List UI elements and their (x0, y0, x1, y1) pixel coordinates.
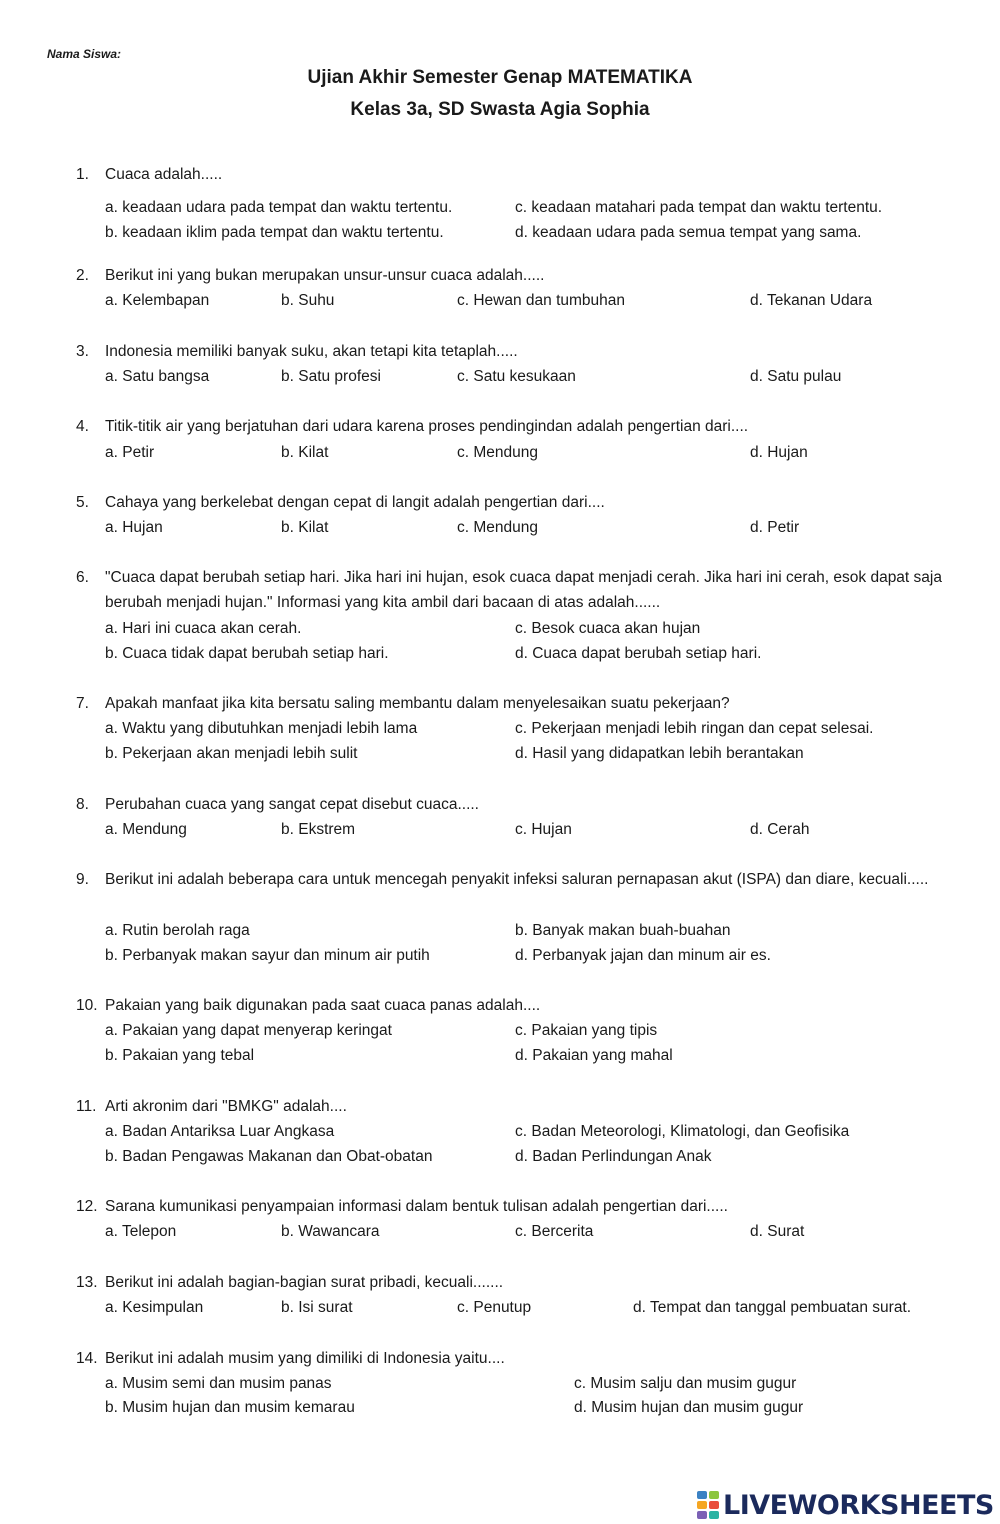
answer-option: d. Tempat dan tanggal pembuatan surat. (633, 1299, 912, 1316)
question-number: 13. (76, 1274, 98, 1291)
question-stem: Apakah manfaat jika kita bersatu saling membantu dalam menyelesaikan suatu pekerjaan? (105, 695, 730, 712)
answer-option: b. Kilat (281, 444, 329, 461)
question-number: 14. (76, 1350, 98, 1367)
answer-option: d. Pakaian yang mahal (515, 1047, 673, 1064)
answer-option: a. Telepon (105, 1223, 177, 1240)
question-stem: Perubahan cuaca yang sangat cepat disebut cuaca..... (105, 796, 479, 813)
answer-option: b. Kilat (281, 519, 329, 536)
answer-option: d. Cuaca dapat berubah setiap hari. (515, 645, 762, 662)
question-number: 1. (76, 166, 89, 183)
answer-option: c. Mendung (457, 519, 538, 536)
answer-option: c. Penutup (457, 1299, 532, 1316)
question-stem: Pakaian yang baik digunakan pada saat cuaca panas adalah.... (105, 997, 541, 1014)
answer-option: c. Musim salju dan musim gugur (574, 1375, 797, 1392)
page-title: Ujian Akhir Semester Genap MATEMATIKA (307, 67, 693, 88)
question-number: 10. (76, 997, 98, 1014)
answer-option: a. keadaan udara pada tempat dan waktu tertentu. (105, 199, 453, 216)
answer-option: b. keadaan iklim pada tempat dan waktu tertentu. (105, 224, 444, 241)
answer-option: d. Badan Perlindungan Anak (515, 1148, 712, 1165)
question-number: 2. (76, 267, 89, 284)
answer-option: b. Isi surat (281, 1299, 353, 1316)
logo-square (697, 1511, 707, 1519)
logo-square (709, 1501, 719, 1509)
answer-option: a. Mendung (105, 821, 187, 838)
answer-option: b. Banyak makan buah-buahan (515, 922, 731, 939)
answer-option: a. Satu bangsa (105, 368, 210, 385)
question-stem: Berikut ini adalah beberapa cara untuk mencegah penyakit infeksi saluran pernapasan akut (ISPA) dan diare, kecuali..... (105, 871, 929, 888)
answer-option: c. keadaan matahari pada tempat dan waktu tertentu. (515, 199, 883, 216)
answer-option: c. Pakaian yang tipis (515, 1022, 658, 1039)
question-stem: Berikut ini yang bukan merupakan unsur-unsur cuaca adalah..... (105, 267, 545, 284)
logo-square (697, 1491, 707, 1499)
answer-option: d. Tekanan Udara (750, 292, 873, 309)
answer-option: c. Mendung (457, 444, 538, 461)
answer-option: d. Satu pulau (750, 368, 842, 385)
question-number: 5. (76, 494, 89, 511)
question-number: 12. (76, 1198, 98, 1215)
answer-option: c. Hujan (515, 821, 572, 838)
logo-square (709, 1511, 719, 1519)
answer-option: b. Cuaca tidak dapat berubah setiap hari. (105, 645, 389, 662)
answer-option: a. Rutin berolah raga (105, 922, 250, 939)
question-stem: Titik-titik air yang berjatuhan dari udara karena proses pendingindan adalah pengertian dari.... (105, 418, 749, 435)
student-name-label: Nama Siswa: (47, 47, 122, 61)
question-stem: Berikut ini adalah musim yang dimiliki di Indonesia yaitu.... (105, 1350, 505, 1367)
answer-option: d. Petir (750, 519, 800, 536)
answer-option: a. Hari ini cuaca akan cerah. (105, 620, 302, 637)
logo-square (697, 1501, 707, 1509)
question-stem: Cuaca adalah..... (105, 166, 223, 183)
question-stem: Berikut ini adalah bagian-bagian surat pribadi, kecuali....... (105, 1274, 504, 1291)
answer-option: c. Pekerjaan menjadi lebih ringan dan cepat selesai. (515, 720, 874, 737)
question-number: 9. (76, 871, 89, 888)
answer-option: c. Badan Meteorologi, Klimatologi, dan Geofisika (515, 1123, 850, 1140)
answer-option: c. Bercerita (515, 1223, 594, 1240)
answer-option: b. Suhu (281, 292, 335, 309)
liveworksheets-logo (697, 1487, 994, 1523)
answer-option: a. Hujan (105, 519, 163, 536)
answer-option: d. Hujan (750, 444, 808, 461)
question-stem: Cahaya yang berkelebat dengan cepat di langit adalah pengertian dari.... (105, 494, 605, 511)
question-stem: "Cuaca dapat berubah setiap hari. Jika hari ini hujan, esok cuaca dapat menjadi cerah. Jika hari ini cerah, esok dapat saja berubah menjadi hujan." Informasi yang kita ambil dari bacaan di atas adalah...... (105, 569, 942, 611)
question-number: 11. (76, 1098, 97, 1115)
answer-option: b. Satu profesi (281, 368, 381, 385)
question-number: 4. (76, 418, 89, 435)
liveworksheets-logo-icon (697, 1491, 719, 1519)
answer-option: d. Musim hujan dan musim gugur (574, 1399, 804, 1416)
answer-option: a. Musim semi dan musim panas (105, 1375, 332, 1392)
question-number: 6. (76, 569, 89, 586)
answer-option: b. Wawancara (281, 1223, 380, 1240)
question-number: 7. (76, 695, 89, 712)
answer-option: b. Pekerjaan akan menjadi lebih sulit (105, 745, 358, 762)
answer-option: d. Cerah (750, 821, 810, 838)
answer-option: c. Satu kesukaan (457, 368, 576, 385)
answer-option: d. Surat (750, 1223, 805, 1240)
answer-option: b. Pakaian yang tebal (105, 1047, 255, 1064)
answer-option: c. Besok cuaca akan hujan (515, 620, 701, 637)
answer-option: a. Petir (105, 444, 155, 461)
answer-option: c. Hewan dan tumbuhan (457, 292, 626, 309)
answer-option: a. Badan Antariksa Luar Angkasa (105, 1123, 335, 1140)
answer-option: d. Perbanyak jajan dan minum air es. (515, 947, 771, 964)
answer-option: b. Perbanyak makan sayur dan minum air putih (105, 947, 430, 964)
answer-option: d. Hasil yang didapatkan lebih berantakan (515, 745, 804, 762)
liveworksheets-logo-text: LIVEWORKSHEETS (723, 1489, 994, 1521)
answer-option: b. Ekstrem (281, 821, 356, 838)
question-stem: Indonesia memiliki banyak suku, akan tetapi kita tetaplah..... (105, 343, 518, 360)
page-subtitle: Kelas 3a, SD Swasta Agia Sophia (350, 99, 650, 120)
answer-option: d. keadaan udara pada semua tempat yang sama. (515, 224, 862, 241)
question-number: 8. (76, 796, 89, 813)
question-number: 3. (76, 343, 89, 360)
question-stem: Arti akronim dari "BMKG" adalah.... (105, 1098, 347, 1115)
answer-option: a. Kesimpulan (105, 1299, 204, 1316)
answer-option: b. Badan Pengawas Makanan dan Obat-obatan (105, 1148, 433, 1165)
logo-square (709, 1491, 719, 1499)
answer-option: a. Pakaian yang dapat menyerap keringat (105, 1022, 392, 1039)
question-stem: Sarana kumunikasi penyampaian informasi dalam bentuk tulisan adalah pengertian dari..... (105, 1198, 728, 1215)
answer-option: b. Musim hujan dan musim kemarau (105, 1399, 355, 1416)
answer-option: a. Waktu yang dibutuhkan menjadi lebih lama (105, 720, 418, 737)
answer-option: a. Kelembapan (105, 292, 210, 309)
